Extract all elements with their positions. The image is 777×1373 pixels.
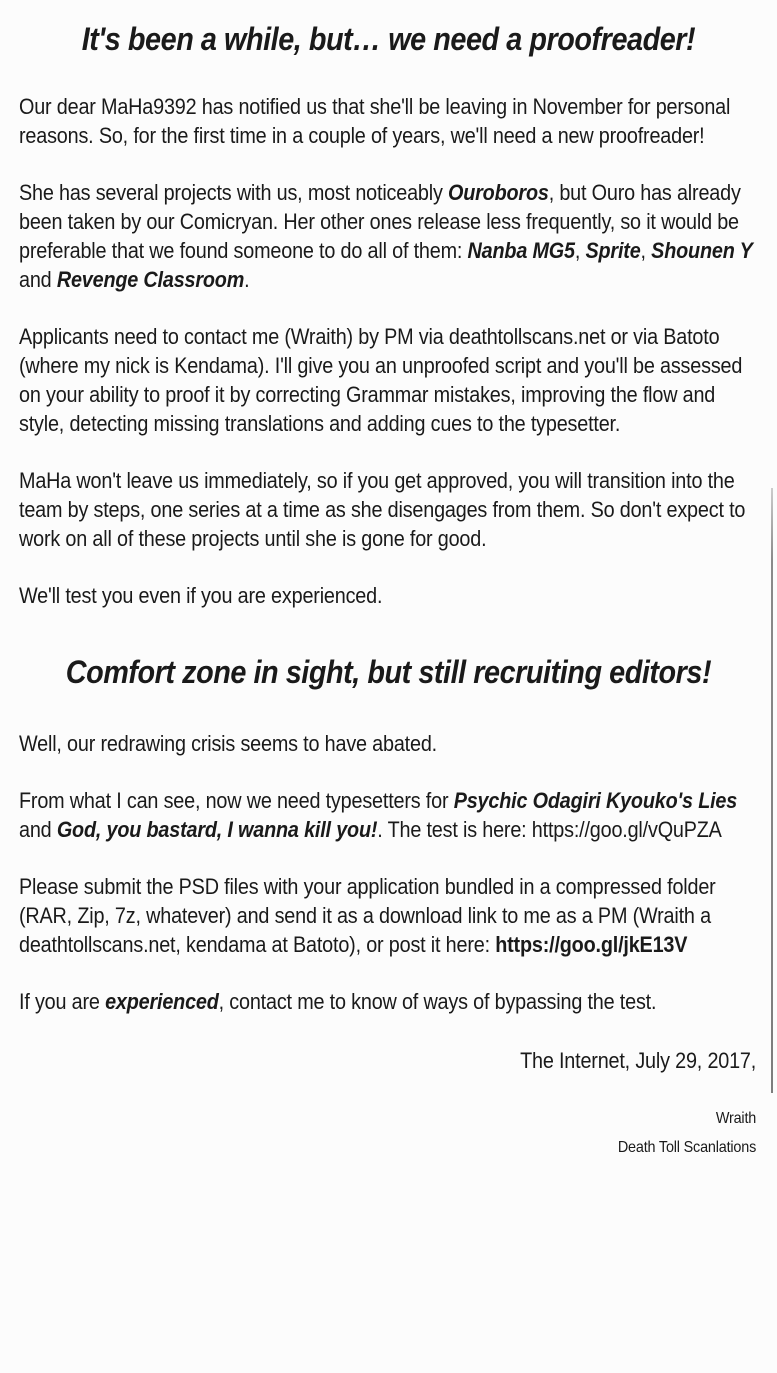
heading-proofreader: It's been a while, but… we need a proofreader!: [81, 21, 696, 57]
paragraph-transition: MaHa won't leave us immediately, so if you get approved, you will transition into the team by steps, one series at a time as she disengages from them. So don't expect to work on all of these projects until she is gone for good.: [19, 468, 746, 551]
paragraph-test-everyone: We'll test you even if you are experienced.: [19, 583, 383, 608]
scrollbar-thumb[interactable]: [771, 488, 773, 1093]
signature-name: Wraith: [715, 1110, 757, 1127]
paragraph-proofreader-leaving: Our dear MaHa9392 has notified us that she'll be leaving in November for personal reasons. So, for the first time in a couple of years, we'll need a new proofreader!: [19, 94, 731, 148]
paragraph-typesetters-needed: From what I can see, now we need typesetters for Psychic Odagiri Kyouko's Lies and God, you bastard, I wanna kill you!. The test is here: https://goo.gl/vQuPZA: [19, 788, 738, 842]
paragraph-application-contact: Applicants need to contact me (Wraith) by PM via deathtollscans.net or via Batoto (where my nick is Kendama). I'll give you an unproofed script and you'll be assessed on your ability to proof it by correcting Grammar mistakes, improving the flow and style, detecting missing translations and adding cues to the typesetter.: [19, 324, 743, 436]
paragraph-projects: She has several projects with us, most noticeably Ouroboros, but Ouro has already been taken by our Comicryan. Her other ones release less frequently, so it would be preferable that we found someone to do all of them: Nanba MG5, Sprite, Shounen Y and Revenge Classroom.: [19, 180, 753, 292]
paragraph-psd-submission: Please submit the PSD files with your application bundled in a compressed folder (RAR, Zip, 7z, whatever) and send it as a download link to me as a PM (Wraith a deathtollscans.net, kendama at Batoto), or post it here: https://goo.gl/jkE13V: [19, 874, 716, 957]
signature-date: The Internet, July 29, 2017,: [520, 1048, 757, 1073]
heading-editors: Comfort zone in sight, but still recruiting editors!: [65, 654, 712, 690]
signature-group: Death Toll Scanlations: [617, 1139, 757, 1156]
paragraph-redrawing-crisis: Well, our redrawing crisis seems to have abated.: [19, 731, 437, 756]
announcement-content: [19, 18, 758, 1162]
signature-block: [19, 1104, 758, 1162]
paragraph-experienced-bypass: If you are experienced, contact me to know of ways of bypassing the test.: [19, 989, 657, 1014]
